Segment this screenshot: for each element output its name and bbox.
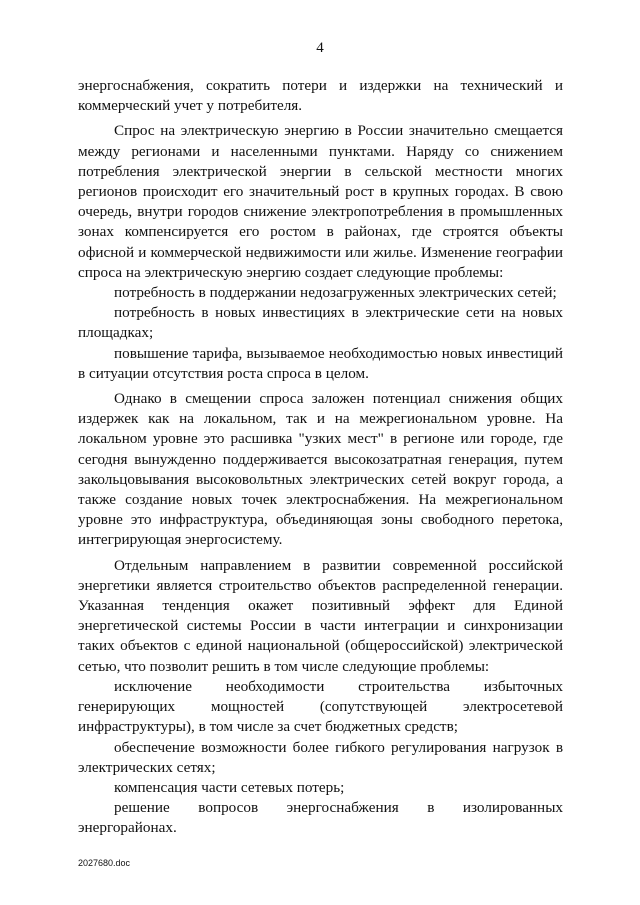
list-item-flexible-regulation: обеспечение возможности более гибкого регулирования нагрузок в электрических сетях; [78,738,563,776]
list-item-loss-compensation: компенсация части сетевых потерь; [114,778,345,796]
paragraph-demand-shift: Спрос на электрическую энергию в России значительно смещается между регионами и населенными пунктами. Наряду со снижением потребления электрической энергии в сельской местности многих регионов происходит его значительный рост в крупных городах. В свою очередь, внутри городов снижение электропотребления в промышленных зонах компенсируется его ростом в районах, где строятся объекты офисной и коммерческой недвижимости или жилье. Изменение географии спроса на электрическую энергию создает следующие проблемы: [78,122,563,281]
footer-filename: 2027680.doc [78,858,131,868]
list-item-excess-capacity: исключение необходимости строительства избыточных генерирующих мощностей (сопутствующей электросетевой инфраструктуры), в том числе за счет бюджетных средств; [78,677,563,736]
paragraph-distributed-generation: Отдельным направлением в развитии современной российской энергетики является строительство объектов распределенной генерации. Указанная тенденция окажет позитивный эффект для Единой энергетической системы России в части интеграции и синхронизации таких объектов с единой национальной (общероссийской) электрической сетью, что позволит решить в том числе следующие проблемы: [78,556,563,675]
paragraph-cost-reduction: Однако в смещении спроса заложен потенциал снижения общих издержек как на локальном, так и на межрегиональном уровне. На локальном уровне это расшивка "узких мест" в регионе или городе, где сегодня вынужденно поддерживается высокозатратная генерация, путем закольцовывания высоковольтных электрических сетей вокруг города, а также создание новых точек электроснабжения. На межрегиональном уровне это инфраструктура, объединяющая зоны свободного перетока, интегрирующая энергосистему. [78,390,563,549]
list-item-isolated-areas: решение вопросов энергоснабжения в изолированных энергорайонах. [78,799,563,837]
page-number: 4 [316,40,324,56]
list-item-new-investments: потребность в новых инвестициях в электрические сети на новых площадках; [78,304,563,342]
list-item-underloaded-networks: потребность в поддержании недозагруженных электрических сетей; [114,284,557,302]
document-body [78,76,563,839]
paragraph-continuation: энергоснабжения, сократить потери и издержки на технический и коммерческий учет у потребителя. [78,77,563,115]
list-item-tariff-increase: повышение тарифа, вызываемое необходимостью новых инвестиций в ситуации отсутствия роста спроса в целом. [78,344,563,382]
